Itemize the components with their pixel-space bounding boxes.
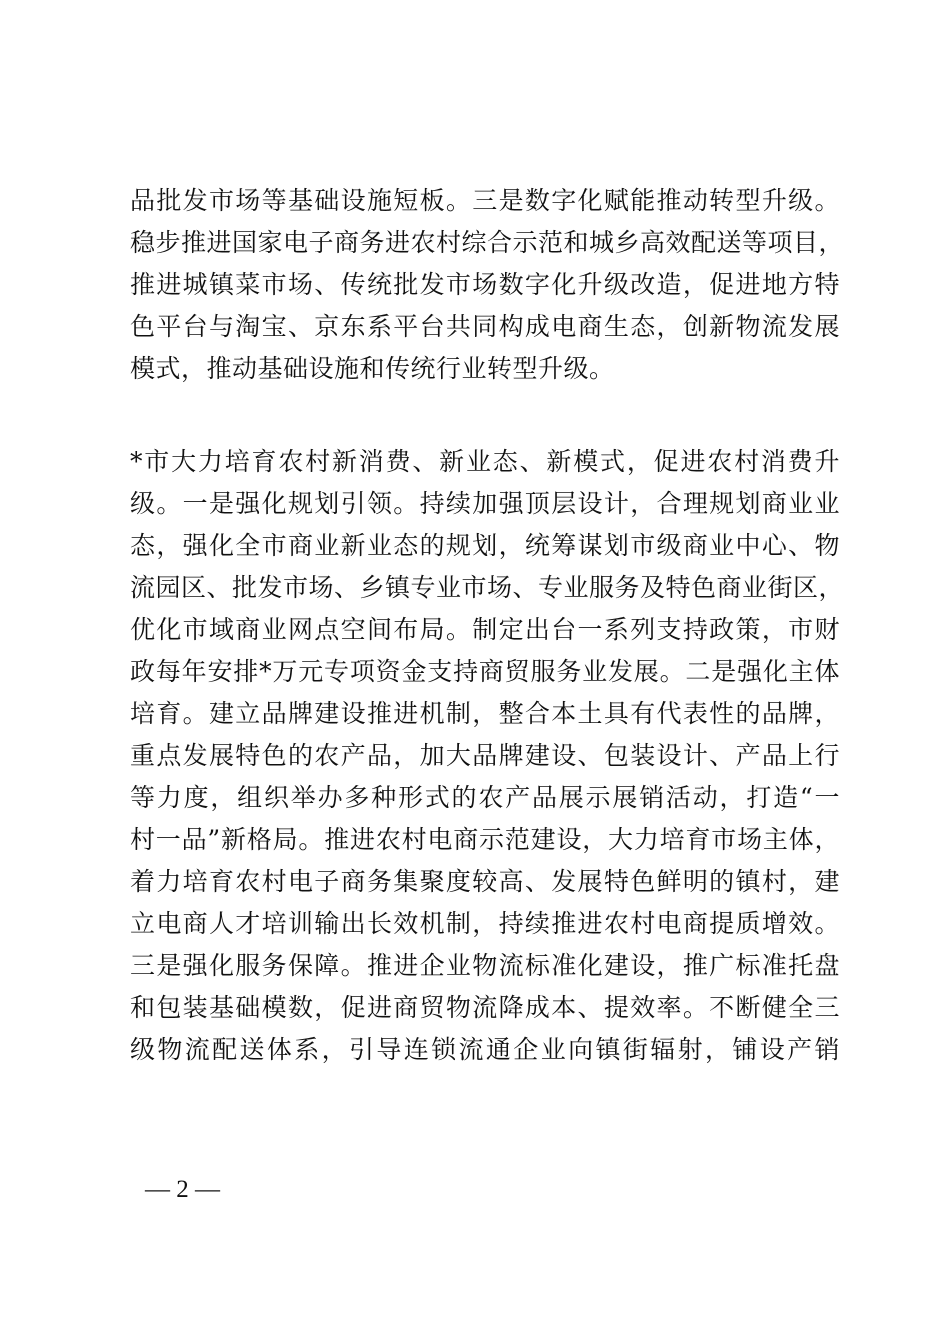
text-line: 优化市域商业网点空间布局。制定出台一系列支持政策，市财 xyxy=(130,615,840,644)
text-line: 培育。建立品牌建设推进机制，整合本土具有代表性的品牌， xyxy=(130,699,840,728)
text-line: 品批发市场等基础设施短板。三是数字化赋能推动转型升级。 xyxy=(130,186,840,215)
text-line: *市大力培育农村新消费、新业态、新模式，促进农村消费升 xyxy=(130,447,840,476)
body-paragraph-1 xyxy=(130,180,845,390)
text-line: 三是强化服务保障。推进企业物流标准化建设，推广标准托盘 xyxy=(130,951,840,980)
text-line: 稳步推进国家电子商务进农村综合示范和城乡高效配送等项目， xyxy=(130,228,845,257)
text-line: 级。一是强化规划引领。持续加强顶层设计，合理规划商业业 xyxy=(130,489,840,518)
text-line: 级物流配送体系，引导连锁流通企业向镇街辐射，铺设产销 xyxy=(130,1035,840,1064)
text-line: 态，强化全市商业新业态的规划，统筹谋划市级商业中心、物 xyxy=(130,531,840,560)
text-line: 模式，推动基础设施和传统行业转型升级。 xyxy=(130,354,615,383)
text-line: 村一品”新格局。推进农村电商示范建设，大力培育市场主体， xyxy=(130,825,840,854)
text-line: 等力度，组织举办多种形式的农产品展示展销活动，打造“一 xyxy=(130,783,840,812)
text-line: 色平台与淘宝、京东系平台共同构成电商生态，创新物流发展 xyxy=(130,312,840,341)
text-line: 推进城镇菜市场、传统批发市场数字化升级改造，促进地方特 xyxy=(130,270,840,299)
text-line: 着力培育农村电子商务集聚度较高、发展特色鲜明的镇村，建 xyxy=(130,867,840,896)
text-line: 立电商人才培训输出长效机制，持续推进农村电商提质增效。 xyxy=(130,909,840,938)
body-paragraph-2 xyxy=(130,441,845,1071)
text-line: 流园区、批发市场、乡镇专业市场、专业服务及特色商业街区， xyxy=(130,573,845,602)
text-line: 重点发展特色的农产品，加大品牌建设、包装设计、产品上行 xyxy=(130,741,840,770)
page-number: — 2 — xyxy=(145,1176,220,1203)
text-line: 政每年安排*万元专项资金支持商贸服务业发展。二是强化主体 xyxy=(130,657,840,686)
text-line: 和包装基础模数，促进商贸物流降成本、提效率。不断健全三 xyxy=(130,993,840,1022)
